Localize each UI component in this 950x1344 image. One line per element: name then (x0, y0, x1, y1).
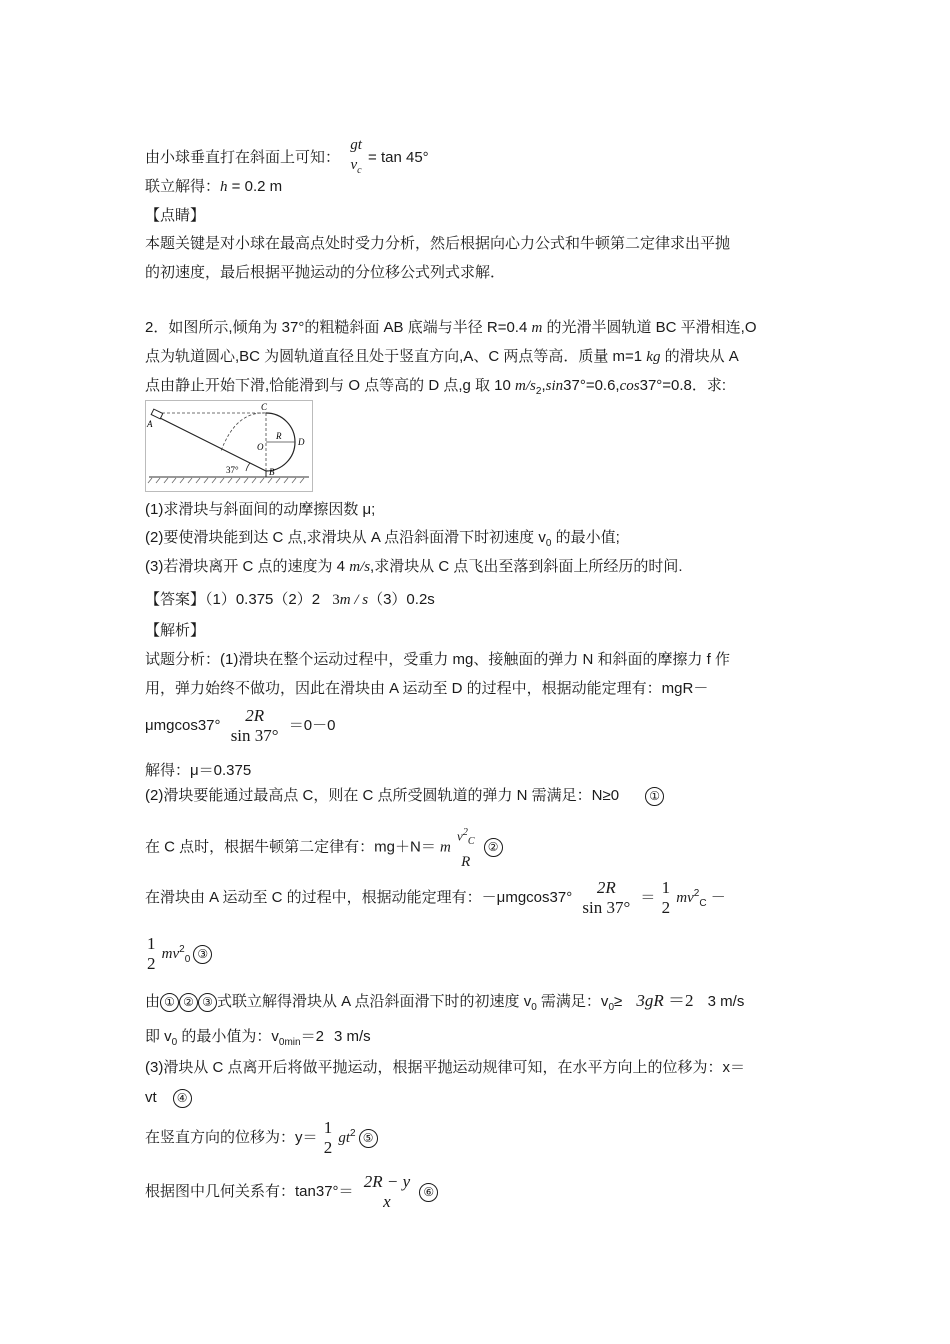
text-line: (3)滑块从 C 点离开后将做平抛运动，根据平抛运动规律可知，在水平方向上的位移为：x＝ (145, 1059, 746, 1076)
text: μmgcos37° (145, 716, 221, 734)
formula-line (145, 1172, 438, 1212)
section-heading: 【点睛】 (145, 207, 206, 224)
text: ＝0－0 (288, 716, 336, 734)
function: cos (619, 378, 640, 394)
text: (3)若滑块离开 C 点的速度为 4 (145, 558, 350, 575)
sqrt-value: 3 (332, 592, 340, 608)
text: = 0.2 m (227, 178, 283, 195)
denominator: R (461, 853, 471, 870)
unit: m/s (515, 378, 536, 394)
sub-question-1: (1)求滑块与斜面间的动摩擦因数 μ; (145, 501, 376, 518)
text: ≥ (614, 993, 623, 1010)
question-line (145, 347, 739, 367)
text: 【答案】（1）0.375（2）2 (145, 591, 321, 608)
text-line: 用，弹力始终不做功，因此在滑块由 A 运动至 D 的过程中，根据动能定理有：mgR－ (145, 680, 709, 697)
text: 由 (145, 993, 161, 1010)
unit: m (531, 320, 543, 336)
exponent: 2 (462, 827, 468, 838)
denominator: sin 37° (230, 726, 279, 745)
exponent: 2 (350, 1127, 356, 1139)
denominator: x (383, 1192, 391, 1211)
text: vt (145, 1089, 157, 1106)
numerator: 2R (245, 706, 265, 725)
fraction (455, 823, 476, 872)
eq-marker: ③ (198, 993, 217, 1012)
numerator: 1 (661, 878, 671, 897)
subscript: 0 (171, 1037, 178, 1048)
text-line: 本题关键是对小球在最高点处时受力分析，然后根据向心力公式和牛顿第二定律求出平抛 (145, 235, 731, 252)
variable: m (440, 839, 451, 856)
text: ＝ (640, 888, 656, 906)
label-r: R (276, 431, 282, 441)
denominator: 2 (661, 898, 671, 917)
subscript: 0 (608, 1002, 614, 1013)
text: 37°=0.6, (563, 377, 620, 394)
variable: gt (338, 1129, 351, 1146)
subscript: c (357, 165, 362, 176)
formula-line (145, 991, 744, 1018)
text-line: 试题分析：(1)滑块在整个运动过程中，受重力 mg、接触面的弹力 N 和斜面的摩擦力 f 作 (145, 651, 731, 668)
fraction (660, 878, 673, 918)
text-line (145, 177, 282, 197)
text: , (541, 377, 546, 394)
denominator: 2 (147, 954, 156, 973)
text: ＝2 (300, 1028, 324, 1045)
angle-arc (246, 463, 250, 471)
fraction (348, 135, 364, 181)
text-line: 解得：μ＝0.375 (145, 762, 252, 779)
text: 式联立解得滑块从 A 点沿斜面滑下时的初速度 v (217, 993, 532, 1010)
eq-marker: ① (645, 787, 664, 806)
text: (2)要使滑块能到达 C 点,求滑块从 A 点沿斜面滑下时初速度 v (145, 529, 546, 546)
formula-line (145, 823, 503, 872)
formula-line (145, 1118, 378, 1158)
unit: m / s (339, 592, 369, 608)
text: 根据图中几何关系有：tan37°＝ (145, 1182, 354, 1200)
text: = tan 45° (368, 148, 429, 166)
subscript: 0 (545, 538, 552, 549)
block (151, 409, 163, 419)
text: 由小球垂直打在斜面上可知： (145, 148, 341, 166)
text: (2)滑块要能通过最高点 C，则在 C 点所受圆轨道的弹力 N 需满足：N≥0 (145, 787, 620, 804)
text: 需满足：v (536, 993, 609, 1010)
subscript: C (699, 897, 707, 909)
subscript: C (467, 835, 475, 847)
sub-question-2 (145, 528, 620, 554)
unit: kg (646, 349, 661, 365)
incline-semicircle-figure (145, 400, 313, 492)
numerator: 2R (596, 878, 616, 897)
formula-line (145, 878, 726, 918)
variable: h (220, 179, 228, 195)
eq-marker: ① (160, 993, 179, 1012)
label-c: C (261, 402, 268, 412)
exponent: 2 (693, 887, 700, 899)
text: － (710, 888, 726, 906)
text: 3 m/s (333, 1028, 371, 1045)
section-heading: 【解析】 (145, 622, 206, 639)
text: 的最小值; (551, 529, 620, 546)
text: 在 C 点时，根据牛顿第二定律有：mg＋N＝ (145, 838, 436, 856)
subscript: 0min (278, 1037, 301, 1048)
variable: mv (676, 889, 694, 906)
formula-line (145, 1027, 371, 1053)
formula-line (145, 1088, 192, 1108)
text: 点为轨道圆心,BC 为圆轨道直径且处于竖直方向,A、C 两点等高．质量 m=1 (145, 348, 647, 365)
question-line (145, 376, 726, 402)
function: sin (545, 378, 564, 394)
fraction (229, 706, 281, 746)
unit: m/s (349, 559, 371, 575)
eq-marker: ④ (173, 1089, 192, 1108)
text: 3 m/s (707, 993, 745, 1010)
fraction (580, 878, 632, 918)
ground-hatch (148, 478, 304, 483)
variable: mv (161, 945, 180, 962)
text: 在竖直方向的位移为：y＝ (145, 1128, 318, 1146)
eq-marker: ② (179, 993, 198, 1012)
eq-marker: ③ (193, 945, 212, 964)
eq-marker: ⑥ (419, 1183, 438, 1202)
denominator: 2 (323, 1138, 333, 1157)
text: 点由静止开始下滑,恰能滑到与 O 点等高的 D 点,g 取 10 (145, 377, 516, 394)
text: 的滑块从 A (660, 348, 739, 365)
text: （3）0.2s (368, 591, 435, 608)
exponent: 2 (535, 386, 542, 397)
label-d: D (298, 437, 305, 447)
label-o: O (257, 442, 264, 452)
text: 在滑块由 A 运动至 C 的过程中，根据动能定理有：－μmgcos37° (145, 888, 573, 906)
fraction (322, 1118, 335, 1158)
eq-marker: ⑤ (359, 1129, 378, 1148)
text-line (145, 135, 429, 181)
figure-svg (146, 401, 312, 491)
radicand: 3gR (636, 991, 664, 1010)
denominator: sin 37° (582, 898, 631, 917)
label-a: A (147, 419, 153, 429)
text: 联立解得： (145, 178, 221, 195)
denominator: v (350, 157, 358, 173)
incline-ab (154, 415, 266, 471)
numerator: 1 (147, 934, 156, 953)
fraction (145, 934, 158, 974)
text: ,求滑块从 C 点飞出至落到斜面上所经历的时间. (370, 558, 683, 575)
text-line: 的初速度，最后根据平抛运动的分位移公式列式求解． (145, 264, 506, 281)
numerator: gt (350, 137, 362, 153)
text: 2．如图所示,倾角为 37°的粗糙斜面 AB 底端与半径 R=0.4 (145, 319, 532, 336)
formula-line (145, 934, 212, 974)
subscript: 0 (184, 953, 191, 965)
text: 的最小值为：v (177, 1028, 279, 1045)
text: ＝2 (667, 991, 694, 1010)
subscript: 0 (531, 1002, 537, 1013)
sub-question-3 (145, 557, 683, 577)
numerator: 2R − y (363, 1172, 411, 1191)
numerator: 1 (323, 1118, 333, 1137)
label-angle: 37° (226, 465, 239, 475)
formula-line (145, 706, 335, 746)
label-b: B (269, 467, 275, 477)
formula-line (145, 786, 664, 806)
answer-line (145, 590, 435, 610)
eq-marker: ② (484, 838, 503, 857)
numerator: v (457, 828, 463, 844)
question-line (145, 318, 757, 338)
fraction (362, 1172, 412, 1212)
text: 的光滑半圆轨道 BC 平滑相连,O (542, 319, 757, 336)
text: 即 v (145, 1028, 172, 1045)
exponent: 2 (179, 943, 185, 955)
text: 37°=0.8．求: (639, 377, 727, 394)
